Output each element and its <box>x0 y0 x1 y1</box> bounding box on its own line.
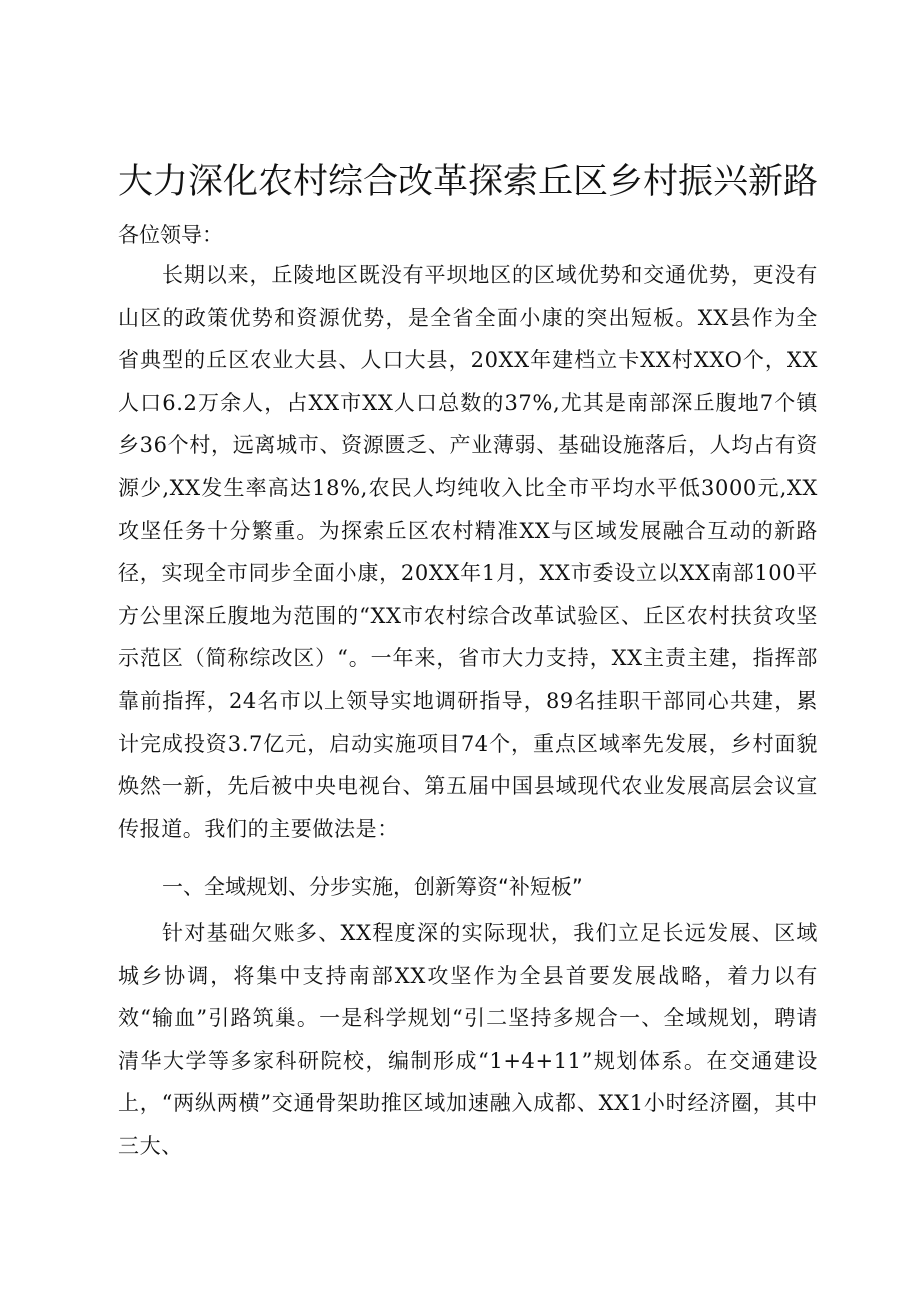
salutation: 各位领导： <box>118 223 223 247</box>
section-heading-1: 一、全域规划、分步实施，创新筹资“补短板” <box>162 875 583 899</box>
body-paragraph-1: 长期以来，丘陵地区既没有平坝地区的区域优势和交通优势，更没有山区的政策优势和资源优势，是全省全面小康的突出短板。XX县作为全省典型的丘区农业大县、人口大县，20XX年建档立卡XX村XXO个，XX人口6.2万余人，占XX市XX人口总数的37%,尤其是南部深丘腹地7个镇乡36个村，远离城市、资源匮乏、产业薄弱、基础设施落后，人均占有资源少,XX发生率高达18%,农民人均纯收入比全市平均水平低3000元,XX攻坚任务十分繁重。为探索丘区农村精准XX与区域发展融合互动的新路径，实现全市同步全面小康，20XX年1月，XX市委设立以XX南部100平方公里深丘腹地为范围的“XX市农村综合改革试验区、丘区农村扶贫攻坚示范区（简称综改区）“。一年来，省市大力支持，XX主责主建，指挥部靠前指挥，24名市以上领导实地调研指导，89名挂职干部同心共建，累计完成投资3.7亿元，启动实施项目74个，重点区域率先发展，乡村面貌焕然一新，先后被中央电视台、第五届中国县域现代农业发展高层会议宣传报道。我们的主要做法是： <box>118 263 819 841</box>
body-paragraph-2: 针对基础欠账多、XX程度深的实际现状，我们立足长远发展、区域城乡协调，将集中支持南部XX攻坚作为全县首要发展战略，着力以有效“输血”引路筑巢。一是科学规划“引二坚持多规合一、全域规划，聘请清华大学等多家科研院校，编制形成“1+4+11”规划体系。在交通建设上，“两纵两横”交通骨架助推区域加速融入成都、XX1小时经济圈，其中三大、 <box>118 921 818 1158</box>
document-title: 大力深化农村综合改革探索丘区乡村振兴新路 <box>118 162 819 202</box>
